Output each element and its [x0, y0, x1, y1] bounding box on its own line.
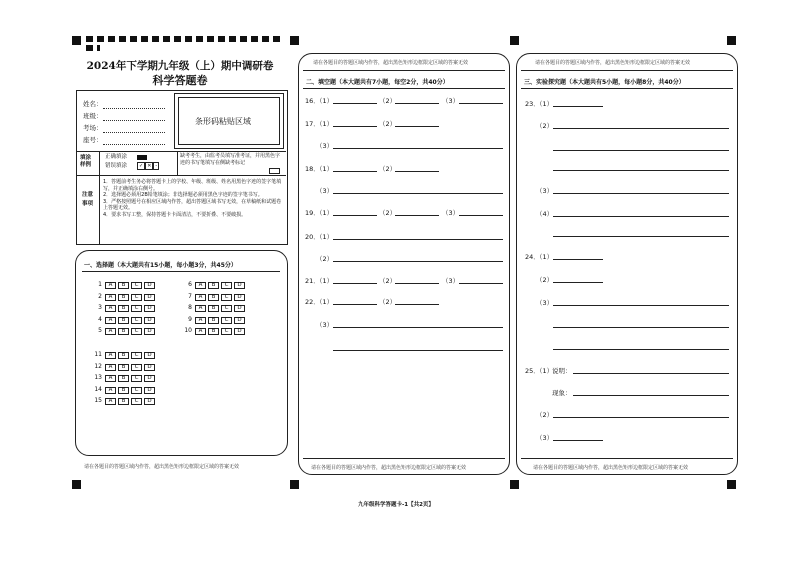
part-label: （3）: [442, 97, 460, 105]
answer-blank[interactable]: [333, 327, 503, 328]
part-label: （3）: [316, 321, 334, 329]
answer-blank[interactable]: [553, 216, 729, 217]
mc-question-number: 8: [188, 304, 192, 311]
answer-blank[interactable]: [553, 193, 729, 194]
mc-question-row: [90, 374, 157, 382]
registration-mark: [290, 36, 299, 45]
part-label: （1）: [316, 298, 334, 306]
mc-option-bubble[interactable]: B: [208, 328, 219, 335]
answer-blank[interactable]: [395, 126, 439, 127]
part-label: （3）: [442, 277, 460, 285]
part-label: （1）: [316, 209, 334, 217]
answer-blank[interactable]: [395, 304, 439, 305]
mc-question-row: [90, 293, 157, 301]
bottom-warning-right: 请在各题目的答题区域内作答，超出黑色矩形边框限定区域的答案无效: [533, 465, 689, 471]
wrong-fill-label: 错误填涂: [105, 163, 128, 169]
part-label: （2）: [379, 277, 397, 285]
answer-blank[interactable]: [553, 440, 603, 441]
answer-blank[interactable]: [459, 215, 503, 216]
mc-option-bubble[interactable]: B: [118, 387, 129, 394]
mc-question-number: 10: [184, 327, 192, 334]
mc-option-bubble[interactable]: D: [234, 305, 245, 312]
mc-option-bubble[interactable]: D: [234, 317, 245, 324]
answer-blank[interactable]: [553, 170, 729, 171]
part-label: （3）: [536, 187, 554, 195]
question-number: 24．: [525, 253, 540, 261]
registration-mark: [727, 480, 736, 489]
mc-option-bubble[interactable]: A: [105, 328, 116, 335]
mc-option-bubble[interactable]: D: [144, 282, 155, 289]
mc-option-bubble[interactable]: B: [118, 328, 129, 335]
page-footer: 九年级科学答题卡-1【共2页】: [358, 502, 434, 508]
top-warning-middle: 请在各题目的答题区域内作答，超出黑色矩形边框限定区域的答案无效: [313, 60, 469, 66]
part-label: （1）: [316, 97, 334, 105]
answer-blank[interactable]: [333, 261, 503, 262]
mc-question-number: 15: [94, 397, 102, 404]
part-label: （2）: [379, 298, 397, 306]
mc-option-bubble[interactable]: D: [144, 364, 155, 371]
answer-blank[interactable]: [333, 350, 503, 351]
seat-label: 座号：: [83, 136, 103, 144]
mc-option-bubble[interactable]: A: [195, 282, 206, 289]
answer-blank[interactable]: [553, 305, 729, 306]
mc-option-bubble[interactable]: B: [118, 317, 129, 324]
answer-blank[interactable]: [333, 148, 503, 149]
mc-option-bubble[interactable]: A: [105, 305, 116, 312]
correct-fill-sample: [137, 155, 147, 160]
mc-option-bubble[interactable]: D: [234, 282, 245, 289]
mc-question-row: [90, 363, 157, 371]
answer-blank[interactable]: [395, 283, 439, 284]
registration-mark: [72, 480, 81, 489]
mc-question-row: [180, 304, 247, 312]
mc-question-number: 4: [98, 315, 102, 323]
part-label: （3）: [316, 187, 334, 195]
mc-option-bubble[interactable]: C: [131, 387, 142, 394]
question-number: 18．: [305, 165, 320, 173]
mc-option-bubble[interactable]: D: [234, 294, 245, 301]
answer-blank[interactable]: [553, 236, 729, 237]
notice-item: 4．要求书写工整，保持答题卡卡面清洁，不要折叠、不要破损。: [103, 211, 247, 218]
part-label: （3）: [536, 299, 554, 307]
registration-mark: [510, 36, 519, 45]
mc-option-bubble[interactable]: C: [221, 317, 232, 324]
answer-blank[interactable]: [333, 103, 377, 104]
question-number: 22．: [305, 298, 320, 306]
exam-room-label: 考场：: [83, 124, 103, 132]
mc-question-row: [90, 397, 157, 405]
notice-label: 注意事项: [82, 192, 94, 207]
part-label: （2）: [379, 120, 397, 128]
bottom-warning-left: 请在各题目的答题区域内作答，超出黑色矩形边框限定区域的答案无效: [84, 464, 240, 470]
mc-question-row: [90, 281, 157, 289]
answer-blank[interactable]: [553, 417, 729, 418]
answer-blank[interactable]: [333, 193, 503, 194]
mc-option-bubble[interactable]: C: [131, 375, 142, 382]
part-label: （3）: [536, 434, 554, 442]
mc-option-bubble[interactable]: C: [131, 352, 142, 359]
mc-option-bubble[interactable]: B: [118, 305, 129, 312]
mc-question-number: 13: [94, 374, 102, 381]
answer-blank[interactable]: [395, 103, 439, 104]
notice-item: 3．严格按照题号在相应区域内作答，超出答题区域书写无效，在草稿纸和试题卷上答题无效。: [103, 198, 282, 212]
mc-option-bubble[interactable]: B: [118, 294, 129, 301]
fill-sample-label: 填涂样例: [80, 155, 92, 168]
registration-mark: [510, 480, 519, 489]
mc-question-row: [180, 316, 247, 324]
answer-blank[interactable]: [553, 327, 729, 328]
mc-option-bubble[interactable]: A: [195, 305, 206, 312]
mc-question-row: [90, 351, 157, 359]
mc-option-bubble[interactable]: A: [195, 294, 206, 301]
answer-blank[interactable]: [553, 106, 603, 107]
mc-question-row: [180, 327, 247, 335]
mc-option-bubble[interactable]: C: [221, 328, 232, 335]
mc-option-bubble[interactable]: A: [105, 387, 116, 394]
mc-option-bubble[interactable]: D: [234, 328, 245, 335]
fill-in-panel: [298, 53, 510, 475]
class-label: 班级：: [83, 112, 103, 120]
mc-option-bubble[interactable]: B: [118, 364, 129, 371]
name-field[interactable]: [103, 108, 165, 109]
mc-option-bubble[interactable]: C: [131, 398, 142, 405]
answer-blank[interactable]: [553, 282, 603, 283]
question-number: 23．: [525, 100, 540, 108]
part-label: （1）: [536, 253, 554, 261]
part-label: （2）: [379, 209, 397, 217]
question-number: 19．: [305, 209, 320, 217]
registration-mark: [290, 480, 299, 489]
question-number: 17．: [305, 120, 320, 128]
part-label: （3）: [316, 142, 334, 150]
part-label: （2）: [536, 276, 554, 284]
mc-option-bubble[interactable]: C: [131, 364, 142, 371]
mc-option-bubble[interactable]: A: [105, 317, 116, 324]
mc-option-bubble[interactable]: A: [105, 352, 116, 359]
mc-option-bubble[interactable]: C: [221, 294, 232, 301]
mc-question-row: [180, 293, 247, 301]
mc-question-number: 6: [188, 281, 192, 288]
absent-mark-box[interactable]: [269, 168, 280, 174]
mc-question-number: 3: [98, 304, 102, 311]
part-label: （1）: [316, 120, 334, 128]
mc-option-bubble[interactable]: D: [144, 317, 155, 324]
mc-option-bubble[interactable]: C: [131, 294, 142, 301]
mc-option-bubble[interactable]: C: [131, 282, 142, 289]
barcode-area: [174, 93, 284, 149]
correct-fill-label: 正确填涂: [105, 154, 128, 160]
experiment-heading: 三、实验探究题（本大题共有5小题，每小题8分，共40分）: [524, 79, 685, 86]
part-label: （1）: [316, 277, 334, 285]
notice-list: [103, 179, 283, 219]
answer-blank[interactable]: [573, 395, 729, 396]
answer-blank[interactable]: [395, 171, 439, 172]
mc-question-number: 12: [94, 362, 102, 370]
registration-mark: [727, 36, 736, 45]
experiment-panel: [516, 53, 738, 475]
answer-blank[interactable]: [553, 150, 729, 151]
part-label: （1）: [536, 100, 554, 108]
notice-item: 2．选择题必须用2B铅笔填涂；非选择题必须用黑色字迹的签字笔书写。: [103, 192, 263, 199]
wrong-fill-sample: ✓ ✕ -: [139, 163, 158, 169]
name-label: 姓名：: [83, 100, 103, 108]
registration-mark: [72, 36, 81, 45]
phenomenon-label: 现象：: [552, 389, 572, 397]
explain-label: 说明：: [552, 367, 572, 375]
answer-blank[interactable]: [459, 103, 503, 104]
mc-option-bubble[interactable]: D: [144, 294, 155, 301]
mc-question-number: 5: [98, 327, 102, 334]
mc-question-row: [180, 281, 247, 289]
part-label: （2）: [316, 255, 334, 263]
answer-blank[interactable]: [573, 373, 729, 374]
mc-option-bubble[interactable]: B: [118, 282, 129, 289]
question-number: 25．: [525, 367, 540, 375]
mc-option-bubble[interactable]: D: [144, 305, 155, 312]
mc-question-number: 7: [188, 292, 192, 300]
answer-blank[interactable]: [553, 128, 729, 129]
mc-question-row: [90, 327, 157, 335]
mc-question-number: 1: [98, 281, 102, 288]
mc-option-bubble[interactable]: A: [195, 328, 206, 335]
barcode-label: 条形码粘贴区域: [195, 117, 251, 126]
exam-subtitle: 科学答题卷: [152, 74, 208, 87]
mc-option-bubble[interactable]: C: [131, 317, 142, 324]
mc-option-bubble[interactable]: B: [118, 398, 129, 405]
mc-question-row: [90, 316, 157, 324]
seat-field[interactable]: [103, 144, 165, 145]
mc-option-bubble[interactable]: B: [118, 375, 129, 382]
mc-option-bubble[interactable]: A: [105, 282, 116, 289]
part-label: （1）: [536, 367, 554, 375]
mc-option-bubble[interactable]: B: [208, 317, 219, 324]
bottom-warning-middle: 请在各题目的答题区域内作答，超出黑色矩形边框限定区域的答案无效: [311, 465, 467, 471]
mc-option-bubble[interactable]: D: [144, 398, 155, 405]
mc-option-bubble[interactable]: D: [144, 375, 155, 382]
answer-blank[interactable]: [553, 349, 729, 350]
mc-question-row: [90, 386, 157, 394]
mc-option-bubble[interactable]: B: [208, 305, 219, 312]
part-label: （2）: [379, 97, 397, 105]
class-field[interactable]: [103, 120, 165, 121]
question-number: 16．: [305, 97, 320, 105]
question-number: 21．: [305, 277, 320, 285]
part-label: （1）: [316, 233, 334, 241]
mc-option-bubble[interactable]: B: [208, 294, 219, 301]
part-label: （3）: [442, 209, 460, 217]
mc-question-row: [90, 304, 157, 312]
part-label: （1）: [316, 165, 334, 173]
exam-title: 2024年下学期九年级（上）期中调研卷: [86, 60, 274, 72]
timing-track: [86, 45, 100, 51]
answer-blank[interactable]: [395, 215, 439, 216]
mc-option-bubble[interactable]: C: [221, 282, 232, 289]
mc-question-number: 9: [188, 315, 192, 323]
answer-blank[interactable]: [333, 283, 377, 284]
fill-in-heading: 二、填空题（本大题共有7小题，每空2分，共40分）: [306, 79, 449, 86]
answer-blank[interactable]: [333, 171, 377, 172]
part-label: （2）: [536, 411, 554, 419]
notice-item: 1．答题前考生务必将答题卡上的学校、年级、班级、姓名用黑色字迹的签字笔填写，并正确填涂右侧号。: [103, 179, 282, 192]
info-box: [76, 90, 288, 245]
answer-blank[interactable]: [553, 259, 603, 260]
part-label: （2）: [379, 165, 397, 173]
mc-option-bubble[interactable]: C: [131, 305, 142, 312]
answer-blank[interactable]: [333, 215, 377, 216]
answer-blank[interactable]: [333, 239, 503, 240]
mc-option-bubble[interactable]: A: [195, 317, 206, 324]
part-label: （4）: [536, 210, 554, 218]
mc-question-number: 11: [94, 351, 102, 358]
mc-option-bubble[interactable]: D: [144, 328, 155, 335]
mc-option-bubble[interactable]: A: [105, 398, 116, 405]
mc-option-bubble[interactable]: D: [144, 387, 155, 394]
mc-option-bubble[interactable]: A: [105, 375, 116, 382]
mc-option-bubble[interactable]: B: [118, 352, 129, 359]
mc-option-bubble[interactable]: C: [131, 328, 142, 335]
timing-track: [86, 36, 281, 42]
multiple-choice-panel: [75, 250, 288, 456]
mc-heading: 一、选择题（本大题共有15小题，每小题3分，共45分）: [84, 262, 237, 269]
mc-option-bubble[interactable]: C: [221, 305, 232, 312]
absent-note: 缺考考生，由监考员填写准考证，并用黑色字迹的书写笔填写在侧缺考标记: [180, 153, 281, 166]
mc-question-number: 14: [94, 385, 102, 393]
answer-blank[interactable]: [333, 304, 377, 305]
answer-blank[interactable]: [459, 283, 503, 284]
top-warning-right: 请在各题目的答题区域内作答，超出黑色矩形边框限定区域的答案无效: [535, 60, 691, 66]
exam-room-field[interactable]: [103, 132, 165, 133]
question-number: 20．: [305, 233, 320, 241]
mc-option-bubble[interactable]: A: [105, 294, 116, 301]
mc-option-bubble[interactable]: A: [105, 364, 116, 371]
part-label: （2）: [536, 122, 554, 130]
mc-option-bubble[interactable]: D: [144, 352, 155, 359]
mc-option-bubble[interactable]: B: [208, 282, 219, 289]
answer-blank[interactable]: [333, 126, 377, 127]
mc-question-number: 2: [98, 292, 102, 300]
